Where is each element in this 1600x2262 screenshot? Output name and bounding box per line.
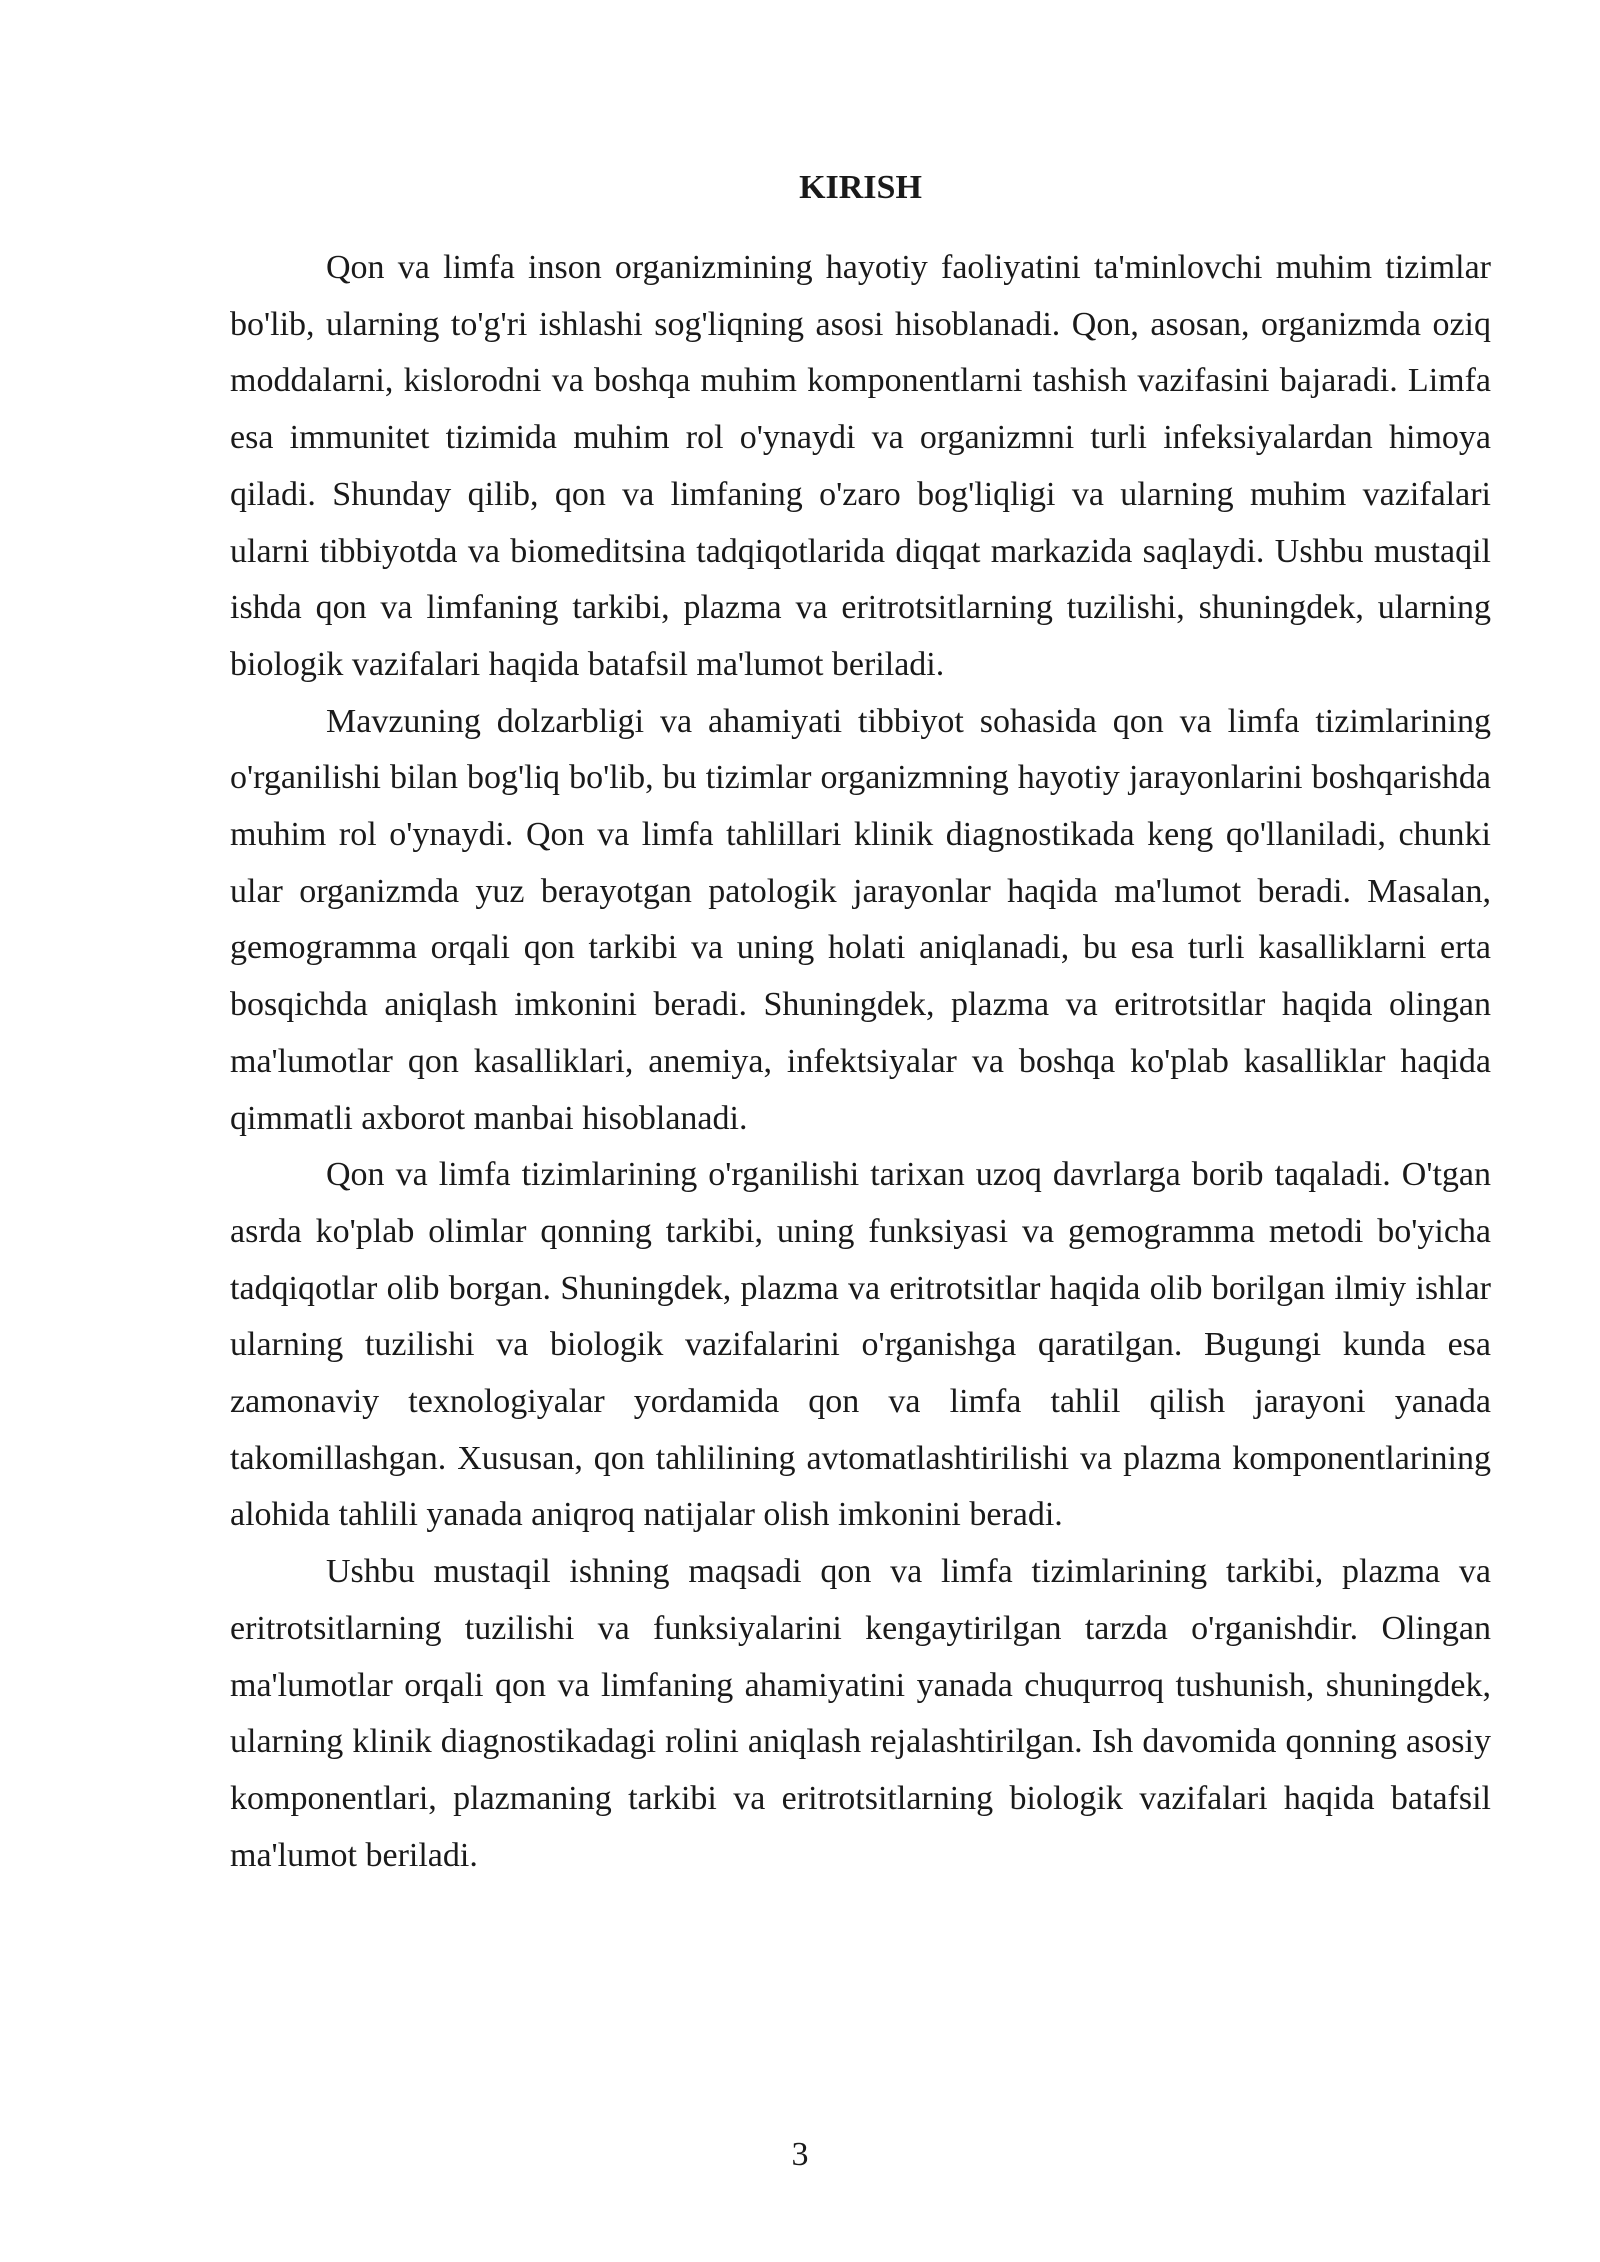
- section-title: KIRISH: [799, 169, 922, 206]
- paragraph-intro: Qon va limfa inson organizmining hayotiy faoliyatini ta'minlovchi muhim tizimlar bo'lib, ularning to'g'ri ishlashi sog'liqning asosi hisoblanadi. Qon, asosan, organizmda oziq moddalarni, kislorodni va boshqa muhim komponentlarni tashish vazifasini bajaradi. Limfa esa immunitet tizimida muhim rol o'ynaydi va organizmni turli infeksiyalardan himoya qiladi. Shunday qilib, qon va limfaning o'zaro bog'liqligi va ularning muhim vazifalari ularni tibbiyotda va biomeditsina tadqiqotlarida diqqat markazida saqlaydi. Ushbu mustaqil ishda qon va limfaning tarkibi, plazma va eritrotsitlarning tuzilishi, shuningdek, ularning biologik vazifalari haqida batafsil ma'lumot beriladi.: [230, 249, 1491, 683]
- page-number: 3: [791, 2136, 809, 2173]
- paragraph-relevance: Mavzuning dolzarbligi va ahamiyati tibbiyot sohasida qon va limfa tizimlarining o'rganilishi bilan bog'liq bo'lib, bu tizimlar organizmning hayotiy jarayonlarini boshqarishda muhim rol o'ynaydi. Qon va limfa tahlillari klinik diagnostikada keng qo'llaniladi, chunki ular organizmda yuz berayotgan patologik jarayonlar haqida ma'lumot beradi. Masalan, gemogramma orqali qon tarkibi va uning holati aniqlanadi, bu esa turli kasalliklarni erta bosqichda aniqlash imkonini beradi. Shuningdek, plazma va eritrotsitlar haqida olingan ma'lumotlar qon kasalliklari, anemiya, infektsiyalar va boshqa ko'plab kasalliklar haqida qimmatli axborot manbai hisoblanadi.: [230, 702, 1491, 1137]
- page-content: [230, 160, 1491, 1884]
- paragraph-goal: Ushbu mustaqil ishning maqsadi qon va limfa tizimlarining tarkibi, plazma va eritrotsitlarning tuzilishi va funksiyalarini kengaytirilgan tarzda o'rganishdir. Olingan ma'lumotlar orqali qon va limfaning ahamiyatini yanada chuqurroq tushunish, shuningdek, ularning klinik diagnostikadagi rolini aniqlash rejalashtirilgan. Ish davomida qonning asosiy komponentlari, plazmaning tarkibi va eritrotsitlarning biologik vazifalari haqida batafsil ma'lumot beriladi.: [230, 1553, 1491, 1874]
- paragraph-history: Qon va limfa tizimlarining o'rganilishi tarixan uzoq davrlarga borib taqaladi. O'tgan asrda ko'plab olimlar qonning tarkibi, uning funksiyasi va gemogramma metodi bo'yicha tadqiqotlar olib borgan. Shuningdek, plazma va eritrotsitlar haqida olib borilgan ilmiy ishlar ularning tuzilishi va biologik vazifalarini o'rganishga qaratilgan. Bugungi kunda esa zamonaviy texnologiyalar yordamida qon va limfa tahlil qilish jarayoni yanada takomillashgan. Xususan, qon tahlilining avtomatlashtirilishi va plazma komponentlarining alohida tahlili yanada aniqroq natijalar olish imkonini beradi.: [230, 1156, 1491, 1534]
